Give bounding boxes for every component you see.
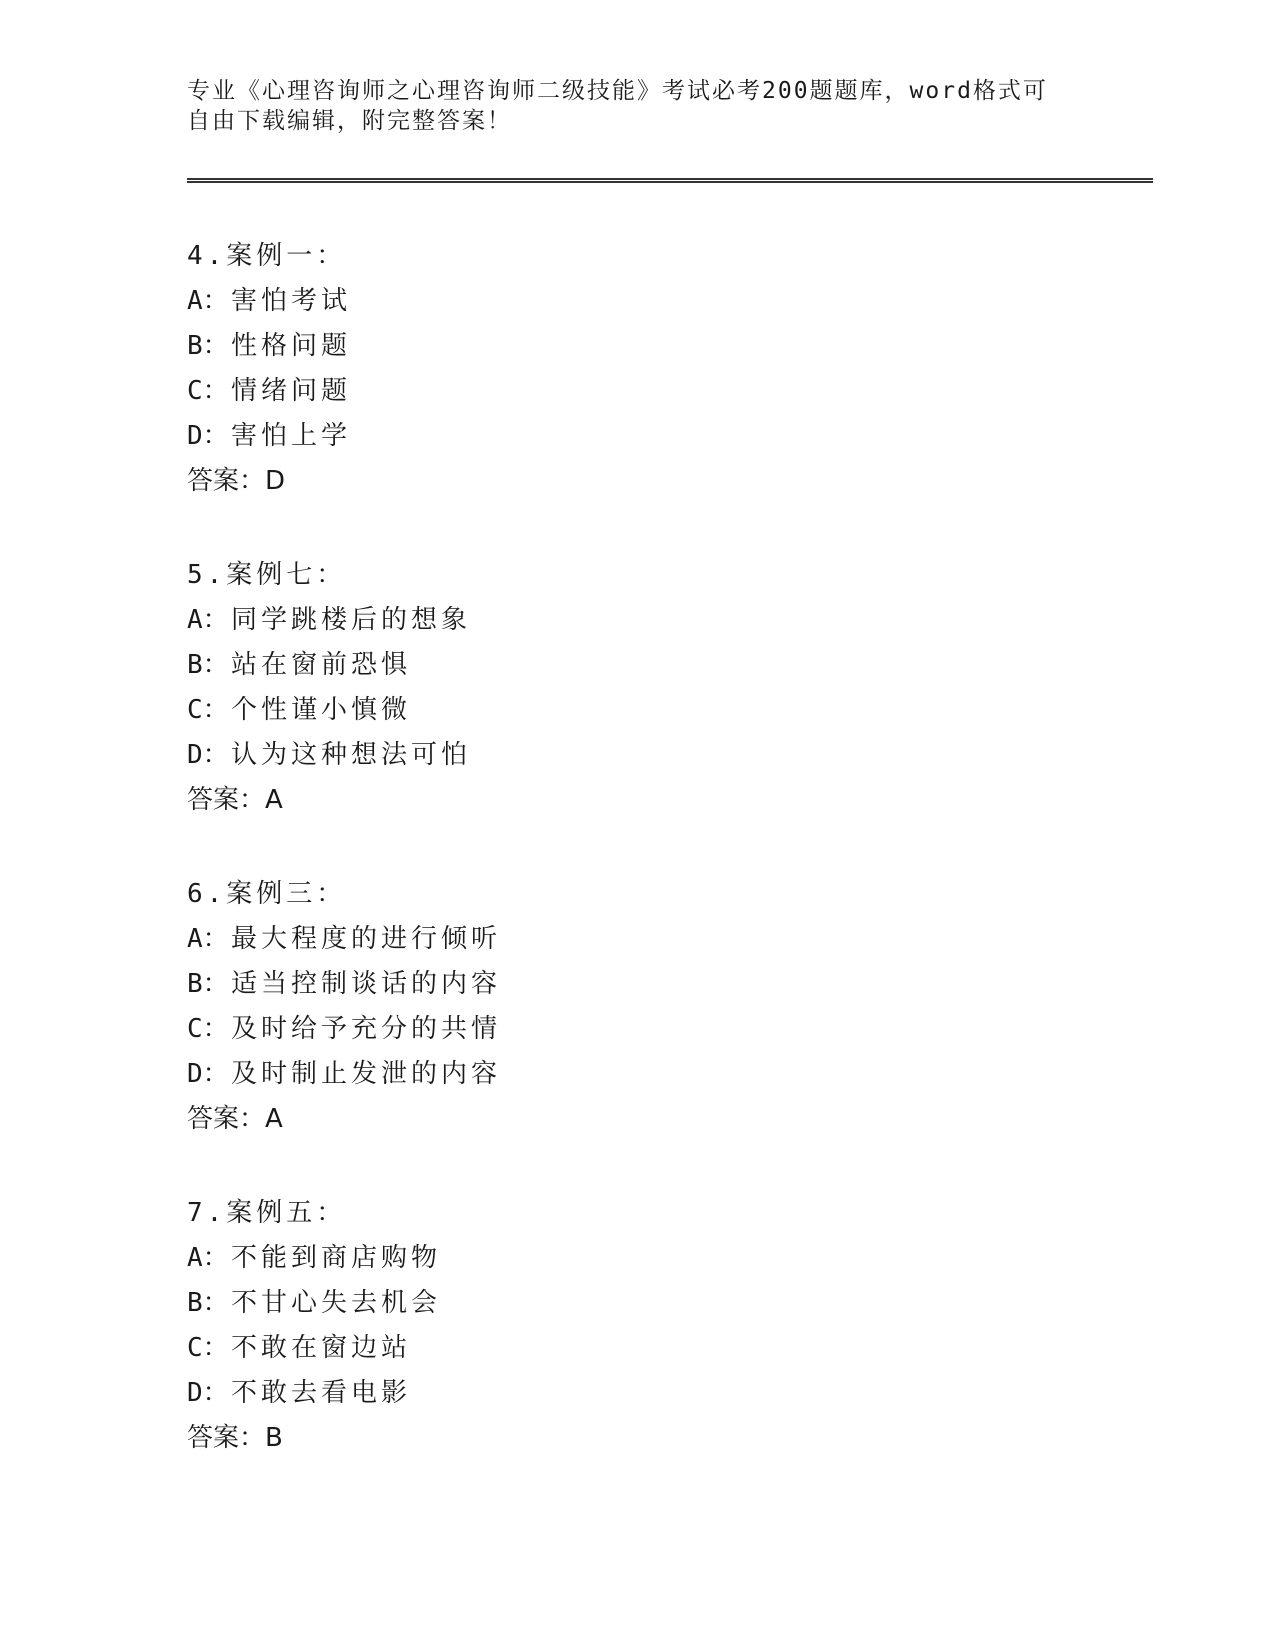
option-a <box>187 1236 787 1281</box>
option-key: D： <box>187 740 229 770</box>
answer-line: 答案：D <box>187 466 286 496</box>
question-title: 7.案例五： <box>187 1198 347 1228</box>
option-text: 站在窗前恐惧 <box>231 650 412 680</box>
option-b <box>187 962 787 1007</box>
option-a <box>187 279 787 324</box>
question-block <box>187 234 787 504</box>
option-key: A： <box>187 286 229 316</box>
option-key: C： <box>187 695 229 725</box>
question-block <box>187 1191 787 1461</box>
option-text: 及时给予充分的共情 <box>231 1014 502 1044</box>
option-key: C： <box>187 1333 229 1363</box>
option-a <box>187 917 787 962</box>
option-key: C： <box>187 376 229 406</box>
option-key: D： <box>187 421 229 451</box>
option-text: 不敢在窗边站 <box>231 1333 412 1363</box>
option-key: D： <box>187 1059 229 1089</box>
header-divider <box>187 178 1153 183</box>
option-key: D： <box>187 1378 229 1408</box>
question-title: 6.案例三： <box>187 879 347 909</box>
option-key: B： <box>187 1288 229 1318</box>
answer-line: 答案：A <box>187 1104 283 1134</box>
option-text: 不甘心失去机会 <box>231 1288 442 1318</box>
option-key: A： <box>187 1243 229 1273</box>
option-key: C： <box>187 1014 229 1044</box>
option-d <box>187 1052 787 1097</box>
option-key: B： <box>187 331 229 361</box>
option-c <box>187 1007 787 1052</box>
answer-line: 答案：B <box>187 1423 283 1453</box>
option-a <box>187 598 787 643</box>
option-c <box>187 369 787 414</box>
question-block <box>187 872 787 1142</box>
option-d <box>187 1371 787 1416</box>
option-text: 不能到商店购物 <box>231 1243 442 1273</box>
option-text: 同学跳楼后的想象 <box>231 605 472 635</box>
question-block <box>187 553 787 823</box>
option-key: B： <box>187 650 229 680</box>
option-text: 性格问题 <box>231 331 352 361</box>
option-d <box>187 414 787 459</box>
option-text: 个性谨小慎微 <box>231 695 412 725</box>
option-text: 最大程度的进行倾听 <box>231 924 502 954</box>
option-b <box>187 643 787 688</box>
option-key: A： <box>187 924 229 954</box>
option-text: 及时制止发泄的内容 <box>231 1059 502 1089</box>
option-b <box>187 1281 787 1326</box>
answer-line: 答案：A <box>187 785 283 815</box>
option-c <box>187 1326 787 1371</box>
option-text: 害怕上学 <box>231 421 352 451</box>
option-key: A： <box>187 605 229 635</box>
option-text: 害怕考试 <box>231 286 352 316</box>
question-title: 5.案例七： <box>187 560 347 590</box>
option-c <box>187 688 787 733</box>
option-text: 适当控制谈话的内容 <box>231 969 502 999</box>
option-text: 不敢去看电影 <box>231 1378 412 1408</box>
option-text: 认为这种想法可怕 <box>231 740 472 770</box>
document-header: 专业《心理咨询师之心理咨询师二级技能》考试必考200题题库，word格式可自由下载编辑，附完整答案！ <box>187 78 1048 134</box>
option-d <box>187 733 787 778</box>
question-title: 4.案例一： <box>187 241 347 271</box>
option-text: 情绪问题 <box>231 376 352 406</box>
option-key: B： <box>187 969 229 999</box>
option-b <box>187 324 787 369</box>
